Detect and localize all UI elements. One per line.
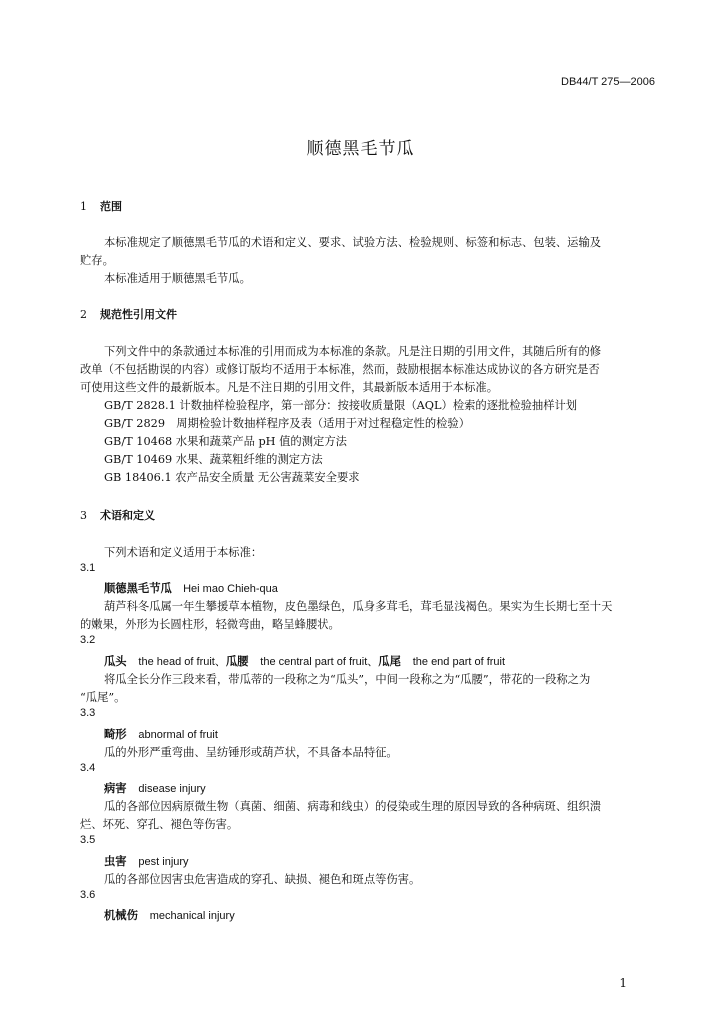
term-entry <box>104 780 206 796</box>
section-number: 2 <box>80 308 87 321</box>
term-en: Hei mao Chieh-qua <box>183 583 278 595</box>
term-entry <box>104 907 235 923</box>
subclause-number: 3.6 <box>80 889 96 901</box>
section-number: 1 <box>80 200 87 213</box>
term-cn: 瓜头 <box>104 654 127 668</box>
reference-item: GB/T 2828.1 计数抽样检验程序，第一部分：按接收质量限（AQL）检索的逐批检验抽样计划 <box>104 399 578 412</box>
term-cn: 虫害 <box>104 854 127 868</box>
term-entry <box>104 853 189 869</box>
paragraph-line: 本标准规定了顺德黑毛节瓜的术语和定义、要求、试验方法、检验规则、标签和标志、包装、运输及 <box>104 236 602 249</box>
paragraph-line: 下列术语和定义适用于本标准： <box>104 546 263 559</box>
term-en: the head of fruit、 <box>138 656 226 668</box>
term-cn: 机械伤 <box>104 908 138 922</box>
term-cn: 瓜腰 <box>225 654 249 668</box>
section-2-heading <box>80 306 177 322</box>
definition-line: 葫芦科冬瓜属一年生攀援草本植物，皮色墨绿色，瓜身多茸毛，茸毛显浅褐色。果实为生长期七至十天 <box>104 600 613 613</box>
term-en: mechanical injury <box>149 910 235 922</box>
subclause-number: 3.1 <box>80 562 96 574</box>
term-en: the central part of fruit、 <box>260 656 379 668</box>
subclause-number: 3.2 <box>80 634 96 646</box>
paragraph-line: 下列文件中的条款通过本标准的引用而成为本标准的条款。凡是注日期的引用文件，其随后所有的修 <box>104 345 602 358</box>
term-entry <box>104 726 218 742</box>
definition-line: 瓜的各部位因害虫危害造成的穿孔、缺损、褪色和斑点等伤害。 <box>104 873 421 886</box>
page-number: 1 <box>619 976 627 990</box>
definition-line: “瓜尾”。 <box>80 691 126 704</box>
term-entry <box>104 653 505 669</box>
reference-item: GB/T 2829 周期检验计数抽样程序及表（适用于对过程稳定性的检验） <box>104 417 471 430</box>
term-en: abnormal of fruit <box>138 729 218 741</box>
subclause-number: 3.4 <box>80 762 96 774</box>
document-title: 顺德黑毛节瓜 <box>306 139 415 159</box>
section-number: 3 <box>80 509 87 522</box>
reference-item: GB/T 10468 水果和蔬菜产品 pH 值的测定方法 <box>104 435 347 448</box>
reference-item: GB 18406.1 农产品安全质量 无公害蔬菜安全要求 <box>104 471 360 484</box>
section-title: 规范性引用文件 <box>100 308 177 321</box>
term-cn: 瓜尾 <box>378 654 401 668</box>
definition-line: 烂、坏死、穿孔、褪色等伤害。 <box>80 818 239 831</box>
section-title: 术语和定义 <box>100 509 155 522</box>
term-cn: 病害 <box>104 781 127 795</box>
term-cn: 顺德黑毛节瓜 <box>104 581 172 595</box>
term-en: the end part of fruit <box>412 656 506 668</box>
definition-line: 的嫩果，外形为长圆柱形，轻微弯曲，略呈蜂腰状。 <box>80 618 340 631</box>
paragraph-line: 可使用这些文件的最新版本。凡是不注日期的引用文件，其最新版本适用于本标准。 <box>80 381 498 394</box>
paragraph-line: 贮存。 <box>80 254 114 267</box>
definition-line: 瓜的外形严重弯曲、呈纺锤形或葫芦状，不具备本品特征。 <box>104 746 398 759</box>
term-cn: 畸形 <box>104 727 127 741</box>
definition-line: 将瓜全长分作三段来看，带瓜蒂的一段称之为“瓜头”，中间一段称之为“瓜腰”，带花的一段称之为 <box>104 673 591 686</box>
term-en: pest injury <box>138 856 189 868</box>
subclause-number: 3.3 <box>80 707 96 719</box>
paragraph-line: 本标准适用于顺德黑毛节瓜。 <box>104 272 251 285</box>
term-entry <box>104 580 278 596</box>
term-en: disease injury <box>138 783 206 795</box>
subclause-number: 3.5 <box>80 834 96 846</box>
section-1-heading <box>80 198 122 214</box>
section-title: 范围 <box>100 200 122 213</box>
reference-item: GB/T 10469 水果、蔬菜粗纤维的测定方法 <box>104 453 323 466</box>
document-code: DB44/T 275—2006 <box>561 76 655 88</box>
section-3-heading <box>80 507 155 523</box>
paragraph-line: 改单（不包括勘误的内容）或修订版均不适用于本标准，然而，鼓励根据本标准达成协议的各方研究是否 <box>80 363 600 376</box>
definition-line: 瓜的各部位因病原微生物（真菌、细菌、病毒和线虫）的侵染或生理的原因导致的各种病斑、组织溃 <box>104 800 602 813</box>
